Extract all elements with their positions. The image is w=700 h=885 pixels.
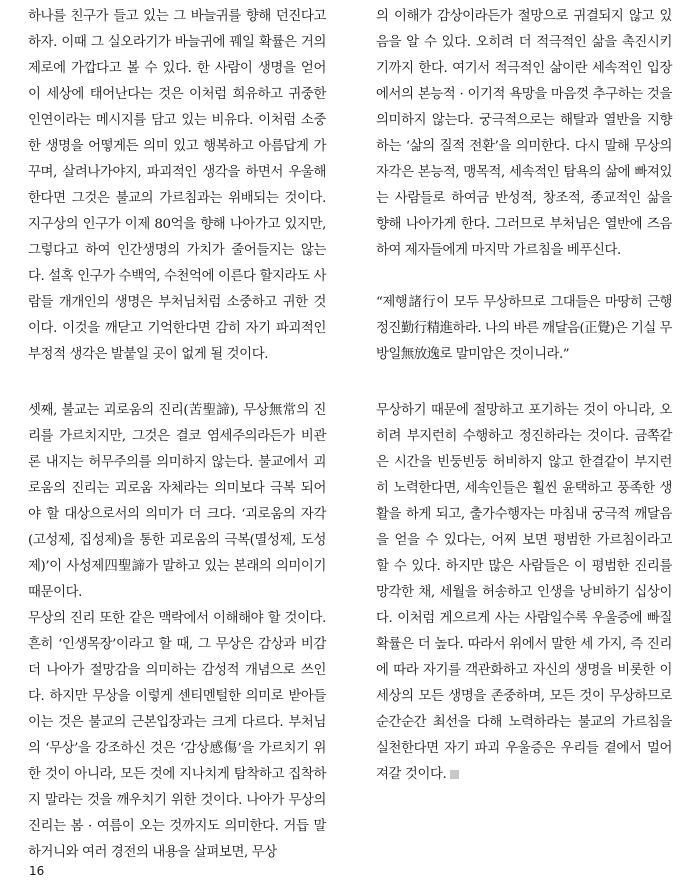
paragraph: 무상의 진리 또한 같은 맥락에서 이해해야 할 것이다. 흔히 ‘인생목장’이라고 할 때, 그 무상은 감상과 비감 더 나아가 절망감을 의미하는 감성적 개념으로 쓰인다. 하지만 무상을 이렇게 센티멘털한 의미로 받아들이는 것은 불교의 근본입장과는 크게 다르다. 부처님의 ‘무상’을 강조하신 것은 ‘감상感傷’을 가르치기 위한 것이 아니라, 모든 것에 지나치게 탐착하고 집착하지 말라는 것을 깨우치기 위한 것이다. 나아가 무상의 진리는 봄 · 여름이 오는 것까지도 의미한다. 거듭 말하거니와 여러 경전의 내용을 살펴보면, 무상: [28, 611, 326, 860]
paragraph: 의 이해가 감상이라든가 절망으로 귀결되지 않고 있음을 알 수 있다. 오히려 더 적극적인 삶을 촉진시키기까지 한다. 여기서 적극적인 삶이란 세속적인 입장에서의 본능적 · 이기적 욕망을 마음껏 추구하는 것을 의미하지 않는다. 궁극적으로는 해탈과 열반을 지향하는 ‘삶의 질적 전환’을 의미한다. 다시 말해 무상의 자각은 본능적, 맹목적, 세속적인 탐욕의 삶에 빠져있는 사람들로 하여금 반성적, 창조적, 종교적인 삶을 향해 나아가게 한다. 그러므로 부처님은 열반에 즈음하여 제자들에게 마지막 가르침을 베푸신다.: [376, 9, 672, 258]
paragraph: 셋째, 불교는 괴로움의 진리(苦聖諦), 무상無常의 진리를 가르치지만, 그것은 결코 염세주의라든가 비관론 내지는 허무주의를 의미하지 않는다. 불교에서 괴로움의 진리는 괴로움 자체라는 의미보다 극복 되어야 할 대상으로서의 의미가 더 크다. ‘괴로움의 자각(고성제, 집성제)을 통한 괴로움의 극복(멸성제, 도성제)’이 사성제四聖諦가 말하고 있는 본래의 의미이기 때문이다.: [28, 403, 326, 600]
paragraph: [376, 398, 672, 788]
paragraph: 하나를 친구가 들고 있는 그 바늘귀를 향해 던진다고 하자. 이때 그 실오라기가 바늘귀에 꿰일 확률은 거의 제로에 가깝다고 볼 수 있다. 한 사람이 생명을 얻어 이 세상에 태어난다는 것은 이처럼 희유하고 귀중한 인연이라는 메시지를 담고 있는 비유다. 이처럼 소중한 생명을 어떻게든 의미 있고 행복하고 아름답게 가꾸며, 살려나가야지, 파괴적인 생각을 하면서 우울해한다면 그것은 불교의 가르침과는 위배되는 것이다. 지구상의 인구가 이제 80억을 향해 나아가고 있지만, 그렇다고 하여 인간생명의 가치가 줄어들지는 않는다. 설혹 인구가 수백억, 수천억에 이른다 할지라도 사람들 개개인의 생명은 부처님처럼 소중하고 귀한 것이다. 이것을 깨닫고 기억한다면 감히 자기 파괴적인 부정적 생각은 발붙일 곳이 없게 될 것이다.: [28, 9, 326, 362]
quote-block: “제행諸行이 모두 무상하므로 그대들은 마땅히 근행정진勤行精進하라. 나의 바른 깨달음(正覺)은 기실 무방일無放逸로 말미암은 것이니라.”: [376, 295, 672, 362]
left-column: [28, 4, 326, 866]
paragraph-text: 무상하기 때문에 절망하고 포기하는 것이 아니라, 오히려 부지런히 수행하고 정진하라는 것이다. 금쪽같은 시간을 빈둥빈둥 허비하지 않고 한결같이 부지런히 노력한다면, 세속인들은 훨씬 윤택하고 풍족한 생활을 하게 되고, 출가수행자는 마침내 궁극적 깨달음을 얻을 수 있다는, 어찌 보면 평범한 가르침이라고 할 수 있다. 하지만 많은 사람들은 이 평범한 진리를 망각한 채, 세월을 허송하고 인생을 낭비하기 십상이다. 이처럼 게으르게 사는 사람일수록 우울증에 빠질 확률은 더 높다. 따라서 위에서 말한 세 가지, 즉 진리에 따라 자기를 객관화하고 자신의 생명을 비롯한 이 세상의 모든 생명을 존중하며, 모든 것이 무상하므로 순간순간 최선을 다해 노력하라는 불교의 가르침을 실천한다면 자기 파괴 우울증은 우리들 곁에서 멀어져갈 것이다.: [376, 403, 672, 782]
end-square-icon: [450, 770, 459, 779]
right-column: [376, 4, 672, 788]
page-number: 16: [29, 864, 45, 878]
